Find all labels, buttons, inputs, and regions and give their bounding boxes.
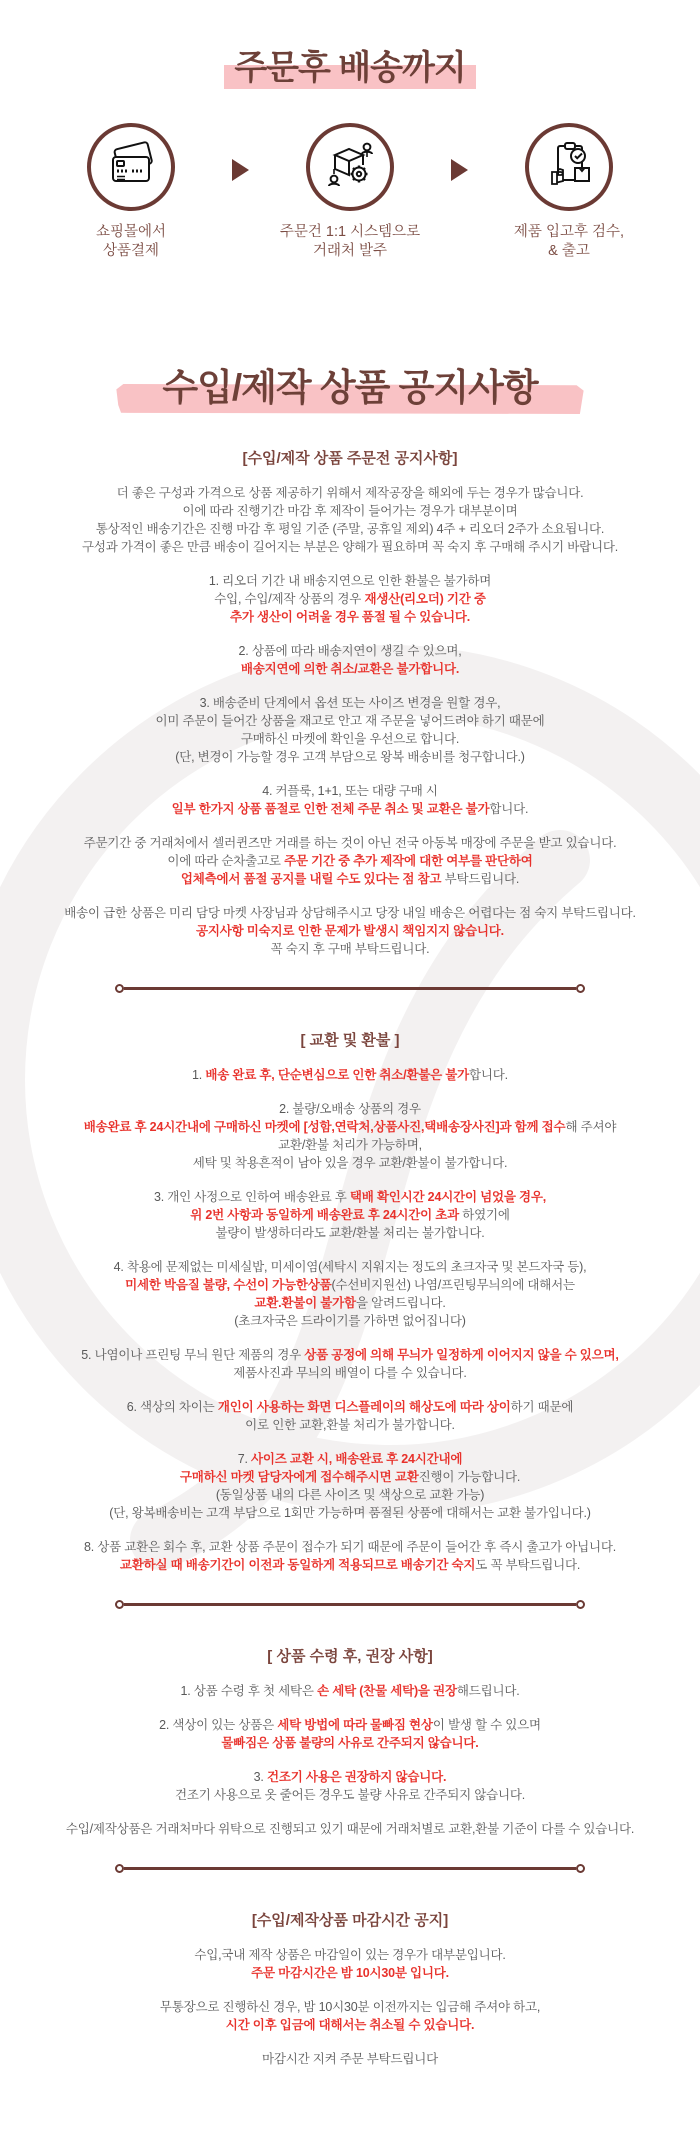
text-segment: 수입,국내 제작 상품은 마감일이 있는 경우가 대부분입니다. xyxy=(194,1948,506,1962)
text-segment: (수선비지원선) 나염/프린팅무늬의에 대해서는 xyxy=(331,1278,575,1292)
notice-block-header: [ 교환 및 환불 ] xyxy=(300,1032,400,1049)
notice-line xyxy=(0,940,700,958)
section-divider xyxy=(115,984,585,993)
text-segment: 하기 때문에 xyxy=(510,1400,574,1414)
notice-line xyxy=(0,642,700,660)
notice-line xyxy=(0,502,700,520)
notice-block-header: [수입/제작 상품 주문전 공지사항] xyxy=(242,450,458,467)
section-divider xyxy=(115,1864,585,1873)
notice-line xyxy=(0,1682,700,1700)
arrow-right-icon xyxy=(232,159,249,181)
notice-paragraph xyxy=(0,1538,700,1574)
step-payment xyxy=(56,123,206,261)
text-segment: 시간 이후 입금에 대해서는 취소될 수 있습니다. xyxy=(225,2018,475,2032)
text-segment: (단, 왕복배송비는 고객 부담으로 1회만 가능하며 품절된 상품에 대해서는 교환 불가입니다.) xyxy=(109,1506,591,1520)
notice-blocks xyxy=(0,447,700,2144)
notice-paragraph xyxy=(0,1820,700,1838)
divider-end-dot xyxy=(115,1864,124,1873)
divider-line xyxy=(124,987,576,990)
text-segment: 구성과 가격이 좋은 만큼 배송이 길어지는 부분은 양해가 필요하며 꼭 숙지 후 구매해 주시기 바랍니다. xyxy=(82,540,618,554)
text-segment: 이로 인한 교환,환불 처리가 불가합니다. xyxy=(245,1418,455,1432)
notice-line xyxy=(0,1998,700,2016)
notice-paragraph xyxy=(0,484,700,556)
notice-line xyxy=(0,1556,700,1574)
text-segment: 불량이 발생하더라도 교환/환불 처리는 불가합니다. xyxy=(215,1226,485,1240)
step-inspection-shipping xyxy=(494,123,644,261)
text-segment: 2. 상품에 따라 배송지연이 생길 수 있으며, xyxy=(238,644,462,658)
notice-line xyxy=(0,694,700,712)
text-segment: 하였기에 xyxy=(462,1208,510,1222)
notice-line xyxy=(0,834,700,852)
text-segment: (단, 변경이 가능할 경우 고객 부담으로 왕복 배송비를 청구합니다.) xyxy=(175,750,525,764)
text-segment: 일부 한가지 상품 품절로 인한 전체 주문 취소 및 교환은 불가 xyxy=(171,802,490,816)
text-segment: 이 발생 할 수 있으며 xyxy=(432,1718,541,1732)
notice-paragraph xyxy=(0,2050,700,2068)
notice-line xyxy=(0,590,700,608)
notice-paragraph xyxy=(0,642,700,678)
text-segment: 배송지연에 의한 취소/교환은 불가합니다. xyxy=(240,662,460,676)
notice-paragraph xyxy=(0,904,700,958)
hero-section xyxy=(0,0,700,261)
text-segment: (초크자국은 드라이기를 가하면 없어집니다) xyxy=(234,1314,466,1328)
text-segment: 3. 배송준비 단계에서 옵션 또는 사이즈 변경을 원할 경우, xyxy=(199,696,501,710)
text-segment: 합니다. xyxy=(469,1068,508,1082)
text-segment: 을 알려드립니다. xyxy=(355,1296,446,1310)
notice-line xyxy=(0,922,700,940)
text-segment: 2. 색상이 있는 상품은 xyxy=(159,1718,278,1732)
step-label-line1: 쇼핑몰에서 xyxy=(95,224,167,240)
notice-paragraph xyxy=(0,834,700,888)
step-label xyxy=(275,223,425,261)
text-segment: 도 꼭 부탁드립니다. xyxy=(475,1558,581,1572)
text-segment: 손 세탁 (찬물 세탁)을 권장 xyxy=(317,1684,457,1698)
notice-line xyxy=(0,520,700,538)
text-segment: 5. 나염이나 프린팅 무늬 원단 제품의 경우 xyxy=(81,1348,305,1362)
divider-end-dot xyxy=(576,1864,585,1873)
step-label-line1: 제품 입고후 검수, xyxy=(513,224,625,240)
notice-section-title-text: 수입/제작 상품 공지사항 xyxy=(162,367,538,408)
text-segment: 건조기 사용으로 옷 줄어든 경우도 불량 사유로 간주되지 않습니다. xyxy=(174,1788,526,1802)
notice-section xyxy=(0,357,700,411)
notice-line xyxy=(0,1312,700,1330)
text-segment: 6. 색상의 차이는 xyxy=(126,1400,218,1414)
notice-paragraph xyxy=(0,1450,700,1522)
text-segment: 이미 주문이 들어간 상품을 재고로 안고 재 주문을 넣어드려야 하기 때문에 xyxy=(155,714,545,728)
order-process-steps xyxy=(0,123,700,261)
notice-line xyxy=(0,1964,700,1982)
notice-paragraph xyxy=(0,694,700,766)
notice-line xyxy=(0,712,700,730)
text-segment: 2. 불량/오배송 상품의 경우 xyxy=(279,1102,421,1116)
text-segment: 미세한 박음질 불량, 수선이 가능한상품 xyxy=(125,1278,332,1292)
text-segment: 구매하신 마켓에 확인을 우선으로 합니다. xyxy=(240,732,460,746)
notice-line xyxy=(0,1734,700,1752)
text-segment: 배송이 급한 상품은 미리 담당 마켓 사장님과 상담해주시고 당장 내일 배송은 어렵다는 점 숙지 부탁드립니다. xyxy=(64,906,636,920)
text-segment: 수입/제작상품은 거래처마다 위탁으로 진행되고 있기 때문에 거래처별로 교환,환불 기준이 다를 수 있습니다. xyxy=(65,1822,635,1836)
text-segment: 합니다. xyxy=(489,802,529,816)
text-segment: 주문기간 중 거래처에서 셀러퀸즈만 거래를 하는 것이 아닌 전국 아동복 매장에 주문을 받고 있습니다. xyxy=(83,836,617,850)
text-segment: 부탁드립니다. xyxy=(444,872,520,886)
notice-line xyxy=(0,1294,700,1312)
notice-line xyxy=(0,870,700,888)
credit-card-icon xyxy=(104,138,158,197)
notice-line xyxy=(0,1188,700,1206)
notice-line xyxy=(0,748,700,766)
text-segment: 재생산(리오더) 기간 중 xyxy=(364,592,486,606)
text-segment: 개인이 사용하는 화면 디스플레이의 해상도에 따라 상이 xyxy=(217,1400,511,1414)
text-segment: 업체측에서 품절 공지를 내릴 수도 있다는 점 참고 xyxy=(180,872,445,886)
divider-end-dot xyxy=(115,1600,124,1609)
text-segment: 주문 마감시간은 밤 10시30분 입니다. xyxy=(251,1966,449,1980)
text-segment: 4. 착용에 문제없는 미세실밥, 미세이염(세탁시 지워지는 정도의 초크자국 및 본드자국 등), xyxy=(113,1260,587,1274)
divider-line xyxy=(124,1603,576,1606)
text-segment: 추가 생산이 어려울 경우 품절 될 수 있습니다. xyxy=(230,610,470,624)
notice-line xyxy=(0,1346,700,1364)
text-segment: 1. xyxy=(192,1068,206,1082)
step-label-line2: & 출고 xyxy=(548,243,590,259)
text-segment: 물빠짐은 상품 불량의 사유로 간주되지 않습니다. xyxy=(221,1736,479,1750)
text-segment: 8. 상품 교환은 회수 후, 교환 상품 주문이 접수가 되기 때문에 주문이 들어간 후 즉시 출고가 아닙니다. xyxy=(83,1540,617,1554)
text-segment: 이에 따라 순차출고로 xyxy=(167,854,285,868)
notice-line xyxy=(0,1786,700,1804)
notice-line xyxy=(0,1538,700,1556)
notice-section-title xyxy=(162,357,537,411)
notice-line xyxy=(0,484,700,502)
text-segment: 세탁 방법에 따라 물빠짐 현상 xyxy=(277,1718,433,1732)
text-segment: 택배 확인시간 24시간이 넘었을 경우, xyxy=(349,1190,547,1204)
notice-line xyxy=(0,660,700,678)
notice-line xyxy=(0,1224,700,1242)
notice-line xyxy=(0,1364,700,1382)
notice-line xyxy=(0,800,700,818)
notice-paragraph xyxy=(0,1768,700,1804)
notice-line xyxy=(0,1206,700,1224)
text-segment: 배송완료 후 24시간내에 구매하신 마켓에 [성함,연락처,상품사진,택배송장사진]과 함께 접수 xyxy=(83,1120,566,1134)
divider-end-dot xyxy=(576,984,585,993)
notice-line xyxy=(0,1100,700,1118)
text-segment: 교환.환불이 불가함 xyxy=(254,1296,356,1310)
notice-paragraph xyxy=(0,1398,700,1434)
step-circle xyxy=(525,123,613,211)
page-title xyxy=(234,40,465,89)
notice-paragraph xyxy=(0,782,700,818)
text-segment: 진행이 가능합니다. xyxy=(418,1470,521,1484)
notice-paragraph xyxy=(0,1188,700,1242)
divider-end-dot xyxy=(115,984,124,993)
notice-line xyxy=(0,1486,700,1504)
notice-line xyxy=(0,782,700,800)
text-segment: 4. 커플룩, 1+1, 또는 대량 구매 시 xyxy=(262,784,438,798)
text-segment: 수입, 수입/제작 상품의 경우 xyxy=(214,592,365,606)
notice-line xyxy=(0,1276,700,1294)
step-label-line2: 상품결제 xyxy=(102,243,160,259)
text-segment: 3. 개인 사정으로 인하여 배송완료 후 xyxy=(153,1190,350,1204)
text-segment: 1. 리오더 기간 내 배송지연으로 인한 환불은 불가하며 xyxy=(208,574,492,588)
notice-paragraph xyxy=(0,1716,700,1752)
text-segment: 1. 상품 수령 후 첫 세탁은 xyxy=(180,1684,318,1698)
notice-line xyxy=(0,1450,700,1468)
notice-paragraph xyxy=(0,1258,700,1330)
page-title-text: 주문후 배송까지 xyxy=(234,49,466,87)
divider-end-dot xyxy=(576,1600,585,1609)
notice-paragraph xyxy=(0,1946,700,1982)
notice-paragraph xyxy=(0,1998,700,2034)
text-segment: 해드립니다. xyxy=(456,1684,520,1698)
step-label-line1: 주문건 1:1 시스템으로 xyxy=(279,224,421,240)
text-segment: 건조기 사용은 권장하지 않습니다. xyxy=(266,1770,447,1784)
step-label xyxy=(56,223,206,261)
notice-block-header: [ 상품 수령 후, 권장 사항] xyxy=(267,1648,433,1665)
text-segment: (동일상품 내의 다른 사이즈 및 색상으로 교환 가능) xyxy=(215,1488,485,1502)
text-segment: 더 좋은 구성과 가격으로 상품 제공하기 위해서 제작공장을 해외에 두는 경우가 많습니다. xyxy=(116,486,584,500)
step-label xyxy=(494,223,644,261)
notice-paragraph xyxy=(0,1682,700,1700)
text-segment: 무통장으로 진행하신 경우, 밤 10시30분 이전까지는 입금해 주셔야 하고, xyxy=(159,2000,541,2014)
notice-line xyxy=(0,2050,700,2068)
notice-line xyxy=(0,1716,700,1734)
notice-paragraph xyxy=(0,1066,700,1084)
text-segment: 제품사진과 무늬의 배열이 다를 수 있습니다. xyxy=(233,1366,467,1380)
notice-block-header: [수입/제작상품 마감시간 공지] xyxy=(251,1912,449,1929)
notice-line xyxy=(0,1136,700,1154)
section-divider xyxy=(115,1600,585,1609)
text-segment: 꼭 숙지 후 구매 부탁드립니다. xyxy=(270,942,430,956)
notice-paragraph xyxy=(0,1100,700,1172)
text-segment: 위 2번 사항과 동일하게 배송완료 후 24시간이 초과 xyxy=(190,1208,463,1222)
text-segment: 교환하실 때 배송기간이 이전과 동일하게 적용되므로 배송기간 숙지 xyxy=(119,1558,476,1572)
notice-paragraph xyxy=(0,1346,700,1382)
notice-line xyxy=(0,1066,700,1084)
step-circle xyxy=(306,123,394,211)
order-system-icon xyxy=(323,138,377,197)
arrow-right-icon xyxy=(451,159,468,181)
text-segment: 7. xyxy=(237,1452,252,1466)
text-segment: 통상적인 배송기간은 진행 마감 후 평일 기준 (주말, 공휴일 제외) 4주 + 리오더 2주가 소요됩니다. xyxy=(95,522,605,536)
notice-line xyxy=(0,572,700,590)
text-segment: 마감시간 지켜 주문 부탁드립니다 xyxy=(261,2052,439,2066)
text-segment: 주문 기간 중 추가 제작에 대한 여부를 판단하여 xyxy=(284,854,533,868)
inspect-ship-icon xyxy=(542,138,596,197)
text-segment: 사이즈 교환 시, 배송완료 후 24시간내에 xyxy=(251,1452,463,1466)
notice-line xyxy=(0,1118,700,1136)
step-label-line2: 거래처 발주 xyxy=(312,243,388,259)
notice-line xyxy=(0,1946,700,1964)
notice-line xyxy=(0,538,700,556)
text-segment: 교환/환불 처리가 가능하며, xyxy=(278,1138,422,1152)
text-segment: 이에 따라 진행기간 마감 후 제작이 들어가는 경우가 대부분이며 xyxy=(182,504,518,518)
step-order-system xyxy=(275,123,425,261)
text-segment: 해 주셔야 xyxy=(565,1120,617,1134)
notice-line xyxy=(0,1820,700,1838)
text-segment: 구매하신 마켓 담당자에게 접수해주시면 교환 xyxy=(179,1470,419,1484)
notice-line xyxy=(0,852,700,870)
text-segment: 세탁 및 착용흔적이 남아 있을 경우 교환/환불이 불가합니다. xyxy=(192,1156,508,1170)
notice-line xyxy=(0,1154,700,1172)
notice-line xyxy=(0,1768,700,1786)
notice-paragraph xyxy=(0,572,700,626)
notice-line xyxy=(0,1504,700,1522)
notice-line xyxy=(0,1468,700,1486)
text-segment: 상품 공정에 의해 무늬가 일정하게 이어지지 않을 수 있으며, xyxy=(304,1348,619,1362)
notice-line xyxy=(0,1398,700,1416)
notice-line xyxy=(0,1258,700,1276)
notice-line xyxy=(0,1416,700,1434)
text-segment: 3. xyxy=(253,1770,267,1784)
notice-line xyxy=(0,904,700,922)
text-segment: 배송 완료 후, 단순변심으로 인한 취소/환불은 불가 xyxy=(205,1068,470,1082)
divider-line xyxy=(124,1867,576,1870)
notice-line xyxy=(0,2016,700,2034)
step-circle xyxy=(87,123,175,211)
notice-line xyxy=(0,608,700,626)
notice-line xyxy=(0,730,700,748)
text-segment: 공지사항 미숙지로 인한 문제가 발생시 책임지지 않습니다. xyxy=(196,924,504,938)
